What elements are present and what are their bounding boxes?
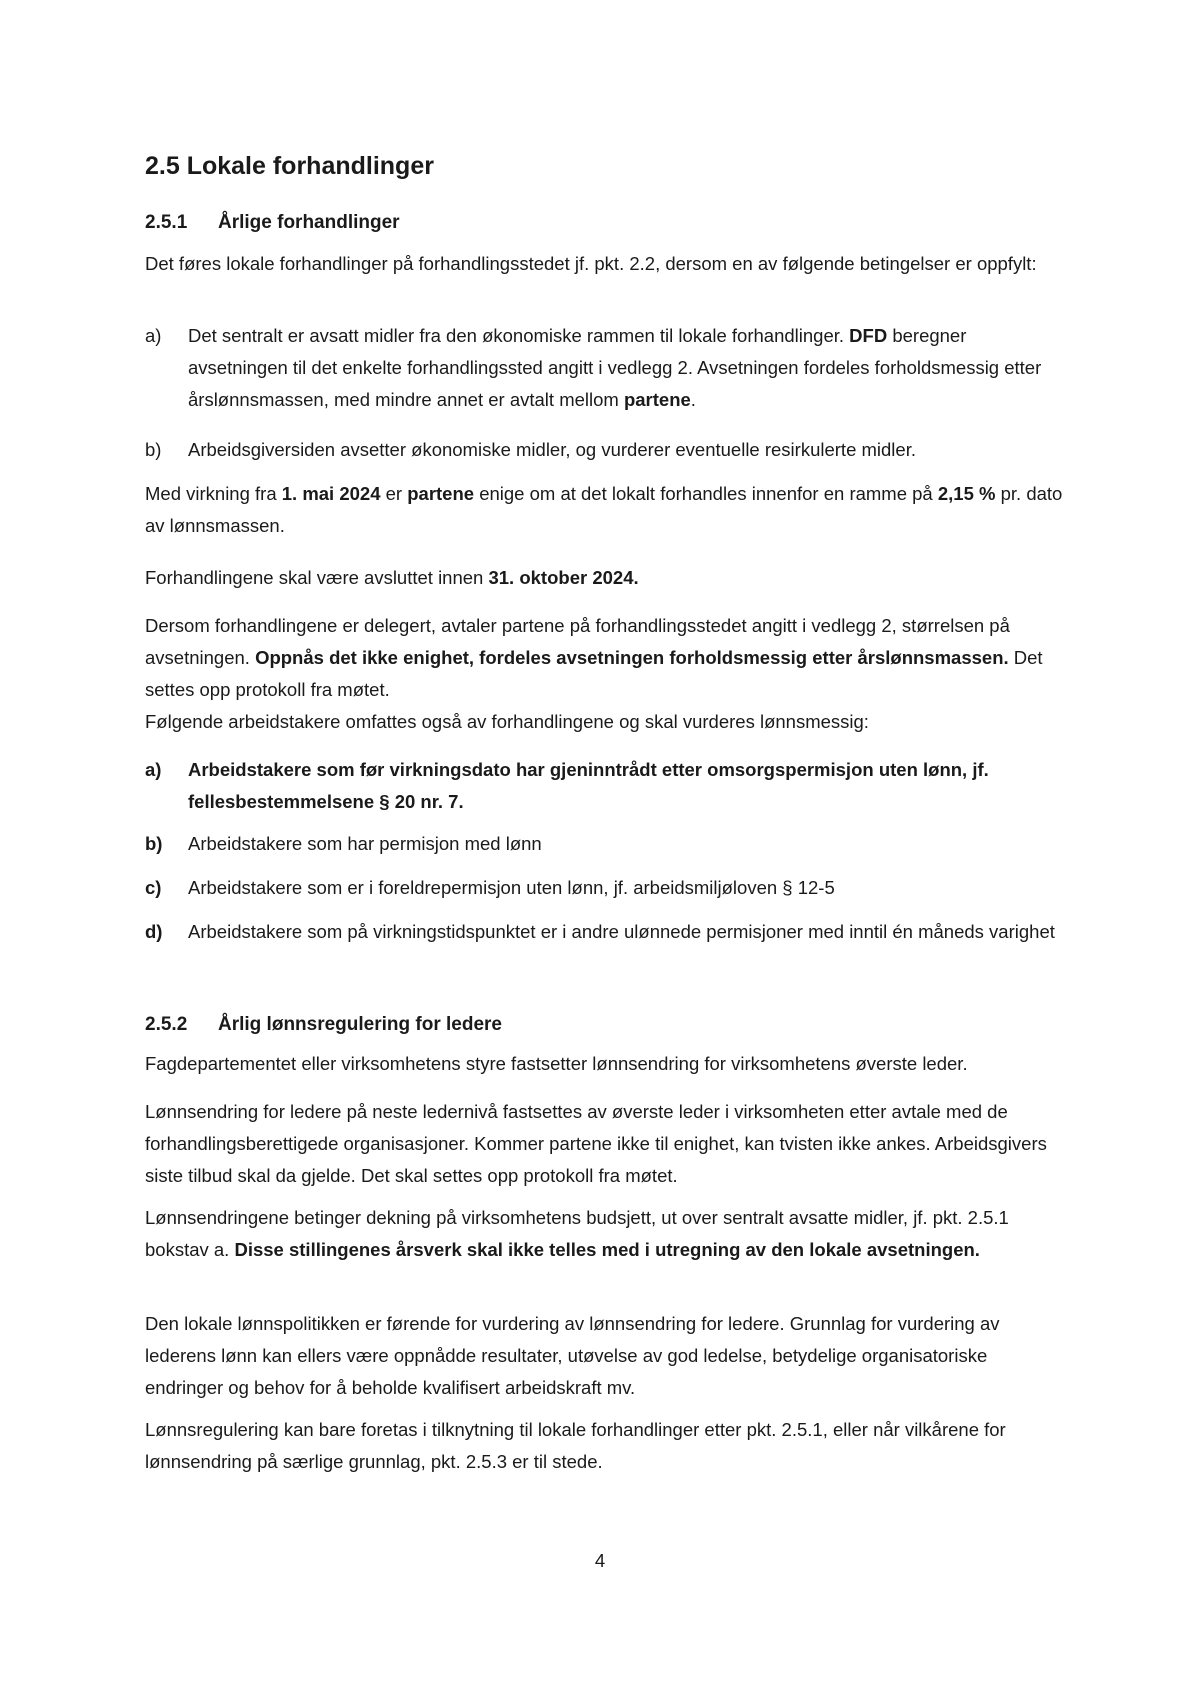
employee-text: Arbeidstakere som før virkningsdato har gjeninntrådt etter omsorgspermisjon uten lønn, jf. fellesbestemmelsene § 20 nr. 7. — [188, 759, 989, 812]
leader-paragraph-5: Lønnsregulering kan bare foretas i tilknytning til lokale forhandlinger etter pkt. 2.5.1, eller når vilkårene for lønnsendring på særlige grunnlag, pkt. 2.5.3 er til stede. — [145, 1419, 1006, 1472]
list-marker: d) — [145, 921, 163, 942]
section-heading: 2.5 Lokale forhandlinger — [145, 152, 434, 180]
employee-text: Arbeidstakere som har permisjon med lønn — [188, 833, 542, 854]
employee-item-c — [145, 872, 1065, 904]
subsection-heading-2-5-2 — [145, 1014, 502, 1036]
list-marker: a) — [145, 325, 162, 346]
subsection-number: 2.5.2 — [145, 1014, 188, 1035]
subsection-title: Årlig lønnsregulering for ledere — [218, 1014, 502, 1035]
intro-paragraph: Det føres lokale forhandlinger på forhandlingsstedet jf. pkt. 2.2, dersom en av følgende betingelser er oppfylt: — [145, 253, 1037, 274]
leader-paragraph-3: Lønnsendringene betinger dekning på virksomhetens budsjett, ut over sentralt avsatte midler, jf. pkt. 2.5.1 bokstav a. Disse stillingenes årsverk skal ikke telles med i utregning av den lokale avsetningen. — [145, 1207, 1009, 1260]
subsection-number: 2.5.1 — [145, 212, 188, 233]
deadline-paragraph: Forhandlingene skal være avsluttet innen 31. oktober 2024. — [145, 567, 639, 588]
page-number: 4 — [594, 1550, 606, 1571]
employee-item-b — [145, 828, 1065, 860]
employee-item-a — [145, 754, 1065, 818]
employee-item-d — [145, 916, 1065, 948]
virkning-paragraph: Med virkning fra 1. mai 2024 er partene enige om at det lokalt forhandles innenfor en ramme på 2,15 % pr. dato av lønnsmassen. — [145, 483, 1063, 536]
subsection-heading-2-5-1 — [145, 212, 400, 234]
delegated-paragraph: Dersom forhandlingene er delegert, avtaler partene på forhandlingsstedet angitt i vedlegg 2, størrelsen på avsetningen. Oppnås det ikke enighet, fordeles avsetningen forholdsmessig etter årslønnsmassen. Det settes opp protokoll fra møtet. — [145, 615, 1043, 700]
employee-text: Arbeidstakere som på virkningstidspunktet er i andre ulønnede permisjoner med inntil én måneds varighet — [188, 921, 1055, 942]
condition-item-b — [145, 434, 1065, 466]
list-marker: b) — [145, 439, 162, 460]
subsection-title: Årlige forhandlinger — [218, 212, 400, 233]
employee-text: Arbeidstakere som er i foreldrepermisjon uten lønn, jf. arbeidsmiljøloven § 12-5 — [188, 877, 835, 898]
leader-paragraph-4: Den lokale lønnspolitikken er førende for vurdering av lønnsendring for ledere. Grunnlag for vurdering av lederens lønn kan ellers være oppnådde resultater, utøvelse av god ledelse, betydelige organisatoriske endringer og behov for å beholde kvalifisert arbeidskraft mv. — [145, 1313, 1000, 1398]
condition-item-a — [145, 320, 1065, 416]
condition-text: Det sentralt er avsatt midler fra den økonomiske rammen til lokale forhandlinger. DFD beregner avsetningen til det enkelte forhandlingssted angitt i vedlegg 2. Avsetningen fordeles forholdsmessig etter årslønnsmassen, med mindre annet er avtalt mellom partene. — [188, 325, 1042, 410]
employees-intro: Følgende arbeidstakere omfattes også av forhandlingene og skal vurderes lønnsmessig: — [145, 711, 869, 732]
leader-paragraph-1: Fagdepartementet eller virksomhetens styre fastsetter lønnsendring for virksomhetens øverste leder. — [145, 1053, 968, 1074]
list-marker: b) — [145, 833, 163, 854]
list-marker: c) — [145, 877, 162, 898]
condition-text: Arbeidsgiversiden avsetter økonomiske midler, og vurderer eventuelle resirkulerte midler. — [188, 439, 916, 460]
list-marker: a) — [145, 759, 162, 780]
leader-paragraph-2: Lønnsendring for ledere på neste ledernivå fastsettes av øverste leder i virksomheten etter avtale med de forhandlingsberettigede organisasjoner. Kommer partene ikke til enighet, kan tvisten ikke ankes. Arbeidsgivers siste tilbud skal da gjelde. Det skal settes opp protokoll fra møtet. — [145, 1101, 1047, 1186]
